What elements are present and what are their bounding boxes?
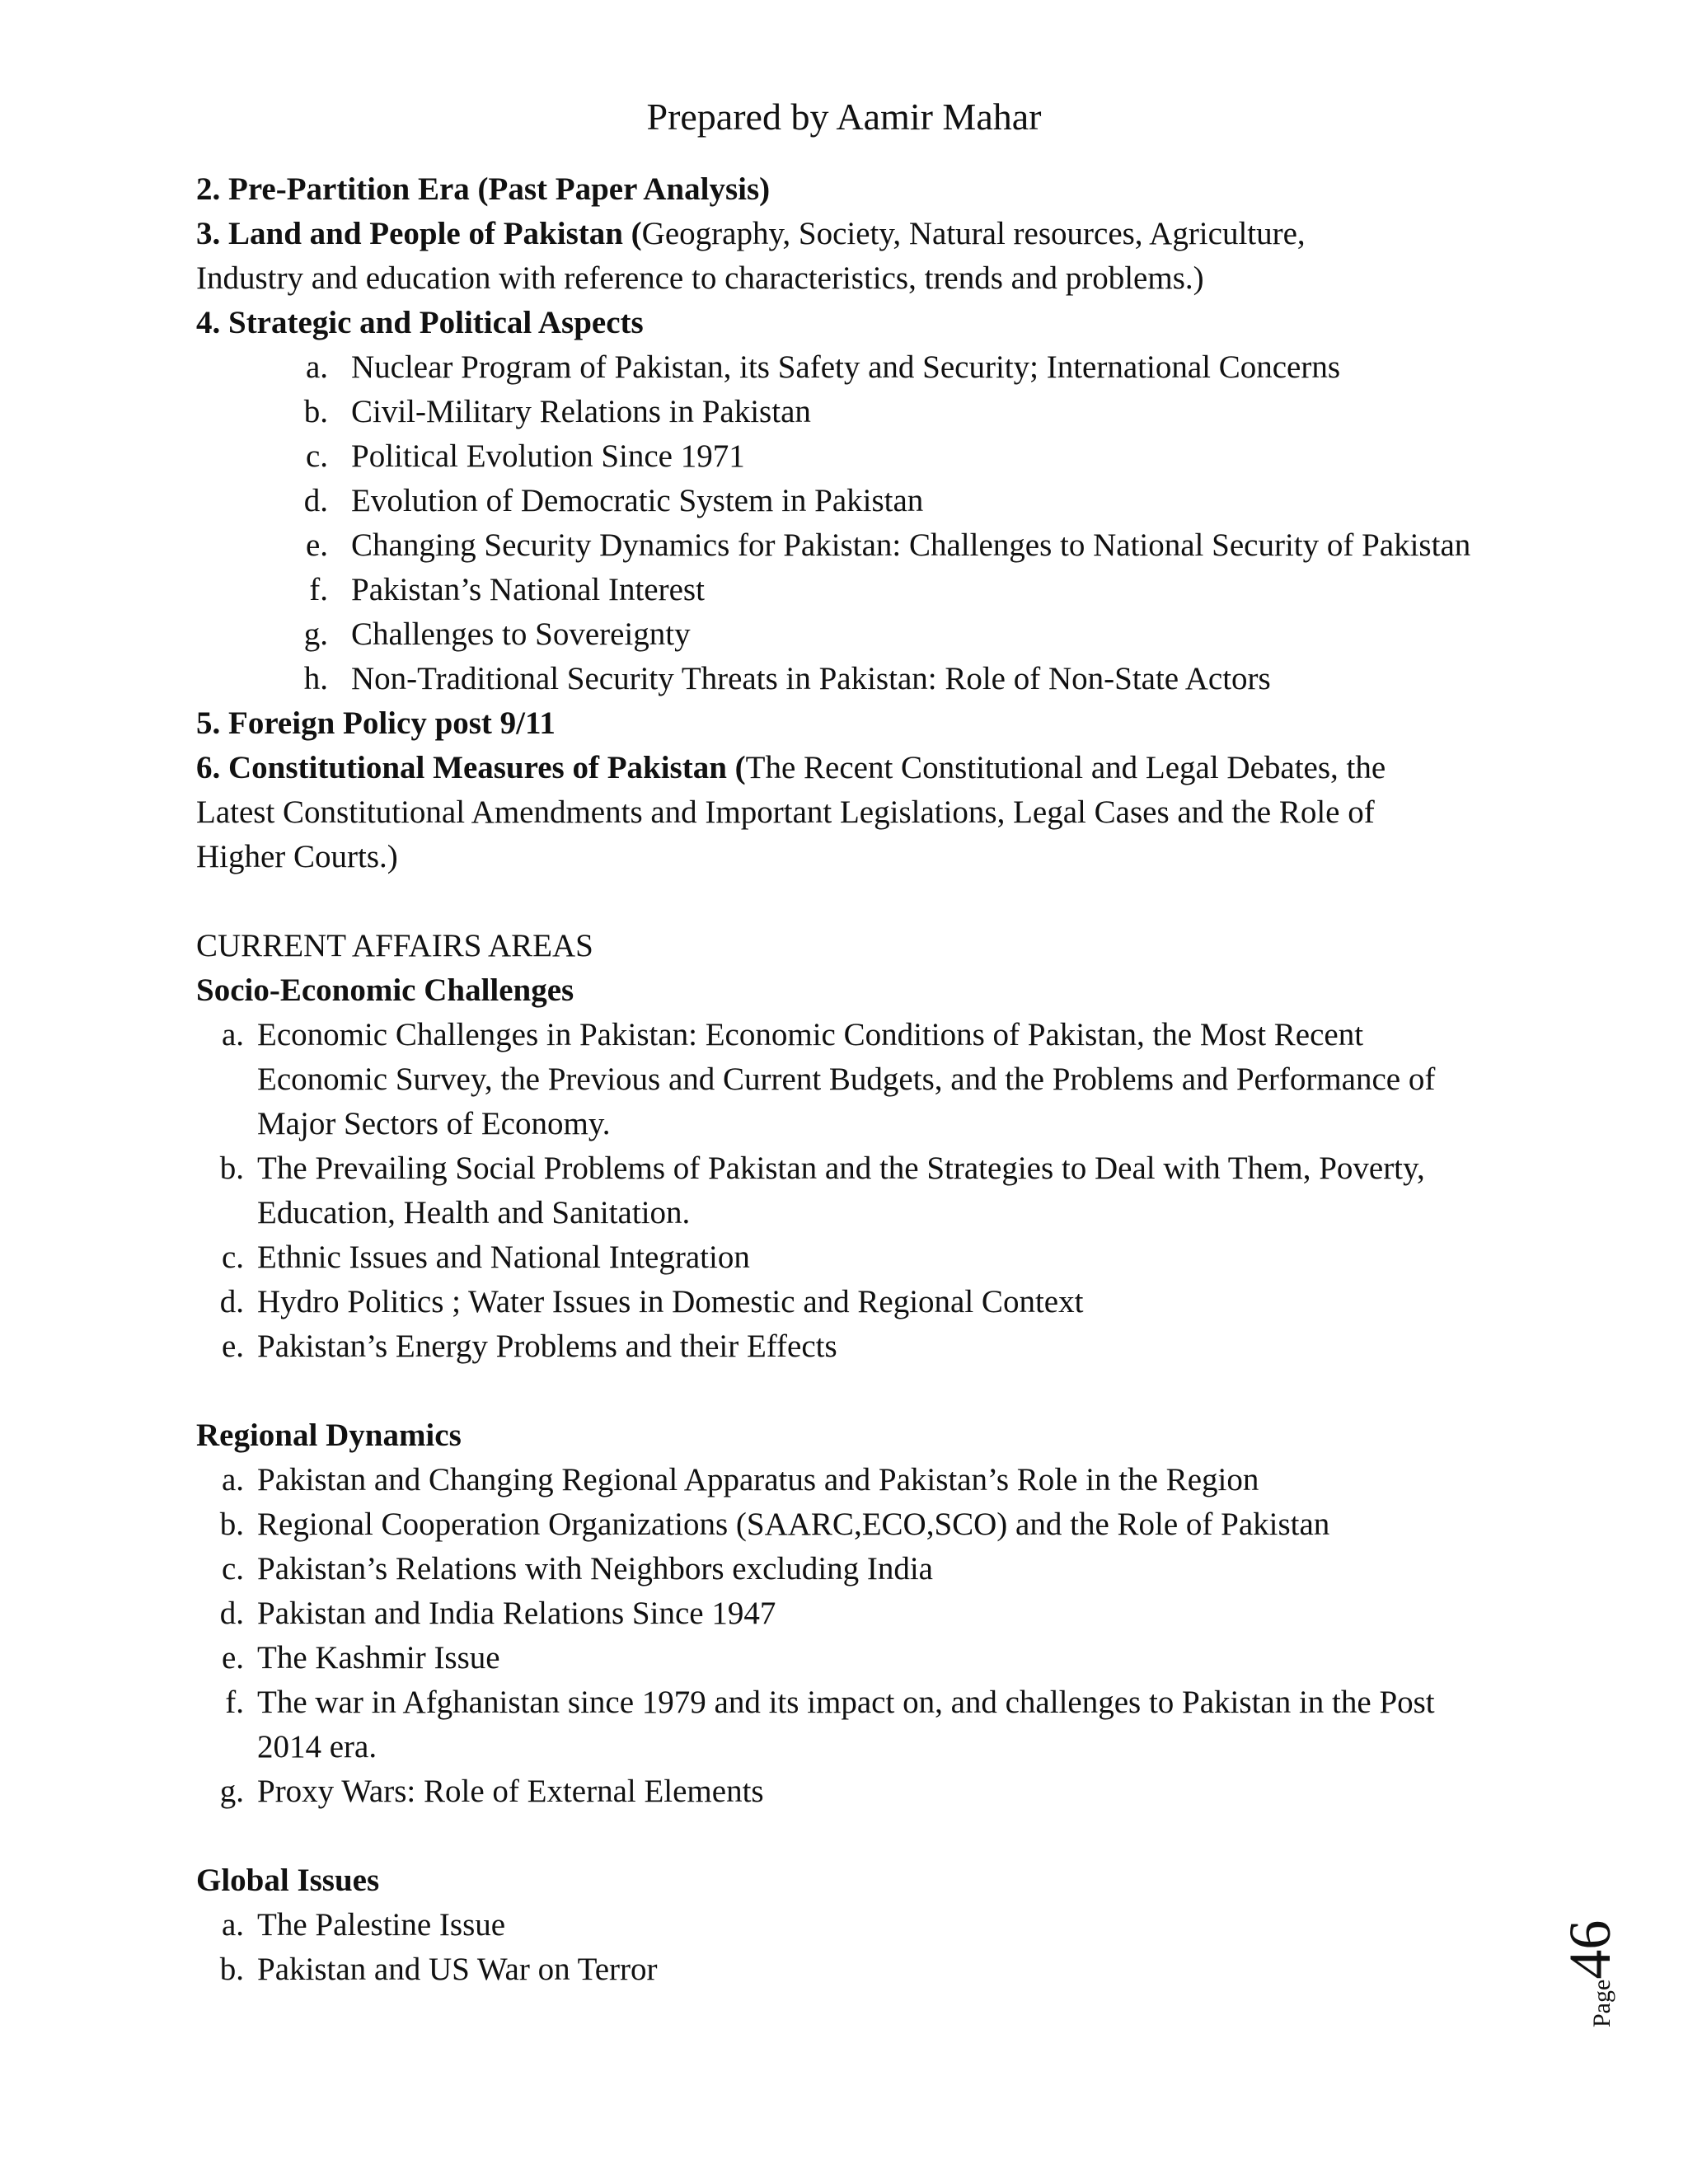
- list-item-text: Pakistan’s Relations with Neighbors excluding India: [257, 1551, 933, 1586]
- list-item: [196, 1146, 1482, 1235]
- global-issues-heading: Global Issues: [196, 1863, 380, 1898]
- list-marker: e.: [221, 1640, 244, 1675]
- list-item: [196, 1769, 1482, 1814]
- section-2-heading: 2. Pre-Partition Era (Past Paper Analysis): [196, 171, 771, 207]
- list-item-text: Pakistan and US War on Terror: [257, 1952, 658, 1987]
- list-marker: f.: [309, 572, 328, 607]
- list-item-text: Pakistan’s Energy Problems and their Effects: [257, 1329, 837, 1364]
- list-item: [196, 1458, 1482, 1502]
- section-3: [196, 212, 1482, 256]
- list-item: [196, 612, 1482, 657]
- section-5: [196, 701, 1482, 746]
- list-item-text: Evolution of Democratic System in Pakistan: [351, 483, 924, 518]
- list-marker: a.: [221, 1017, 244, 1052]
- section-3-heading: 3. Land and People of Pakistan (: [196, 216, 642, 251]
- list-marker: a.: [221, 1462, 244, 1497]
- list-marker: a.: [221, 1907, 244, 1943]
- list-item-text: Civil-Military Relations in Pakistan: [351, 394, 811, 429]
- list-item-text: Economic Challenges in Pakistan: Economic Conditions of Pakistan, the Most Recent Economic Survey, the Previous and Current Budgets, and the Problems and Performance of Major Sectors of Economy.: [257, 1017, 1436, 1141]
- list-item-text: The Prevailing Social Problems of Pakistan and the Strategies to Deal with Them, Poverty, Education, Health and Sanitation.: [257, 1151, 1425, 1230]
- list-item: [196, 345, 1482, 390]
- page-number-rotated: [1556, 1920, 1625, 2027]
- list-item: [196, 1903, 1482, 1947]
- list-item: [196, 1235, 1482, 1280]
- section-5-heading: 5. Foreign Policy post 9/11: [196, 705, 556, 741]
- regional-dynamics-list: [196, 1458, 1482, 1814]
- list-item-text: Changing Security Dynamics for Pakistan: Challenges to National Security of Pakistan: [351, 527, 1471, 563]
- list-marker: c.: [305, 438, 328, 474]
- list-item: [196, 1591, 1482, 1636]
- list-marker: g.: [303, 616, 328, 652]
- list-item: [196, 1547, 1482, 1591]
- list-marker: f.: [225, 1685, 244, 1720]
- list-item-text: The Kashmir Issue: [257, 1640, 500, 1675]
- list-item-text: Political Evolution Since 1971: [351, 438, 745, 474]
- list-item: [196, 568, 1482, 612]
- list-item-text: Pakistan and India Relations Since 1947: [257, 1596, 776, 1631]
- list-marker: e.: [221, 1329, 244, 1364]
- list-item-text: Nuclear Program of Pakistan, its Safety and Security; International Concerns: [351, 349, 1341, 385]
- list-marker: a.: [305, 349, 328, 385]
- list-marker: e.: [305, 527, 328, 563]
- header-title: Prepared by Aamir Mahar: [646, 96, 1042, 138]
- list-item: [196, 1013, 1482, 1146]
- list-item: [196, 1280, 1482, 1324]
- section-6-heading: 6. Constitutional Measures of Pakistan (: [196, 750, 746, 785]
- list-item: [196, 1680, 1482, 1769]
- list-item-text: Ethnic Issues and National Integration: [257, 1240, 750, 1275]
- section-4: [196, 301, 1482, 345]
- list-item: [196, 657, 1482, 701]
- current-affairs-heading: CURRENT AFFAIRS AREAS: [196, 928, 593, 963]
- list-item-text: Regional Cooperation Organizations (SAARC,ECO,SCO) and the Role of Pakistan: [257, 1507, 1330, 1542]
- list-marker: d.: [219, 1284, 244, 1319]
- list-marker: c.: [221, 1551, 244, 1586]
- page-number-value: 46: [1557, 1919, 1623, 1980]
- page-word: Page: [1588, 1979, 1615, 2027]
- page-content: [196, 167, 1482, 1992]
- section-4-heading: 4. Strategic and Political Aspects: [196, 305, 644, 340]
- list-marker: d.: [303, 483, 328, 518]
- section-6: [196, 746, 1482, 790]
- socio-economic-heading: Socio-Economic Challenges: [196, 972, 574, 1008]
- list-item-text: Hydro Politics ; Water Issues in Domestic and Regional Context: [257, 1284, 1084, 1319]
- page-number: [1556, 1920, 1647, 2027]
- list-marker: c.: [221, 1240, 244, 1275]
- section-4-list: [196, 345, 1482, 701]
- list-item-text: The Palestine Issue: [257, 1907, 506, 1943]
- list-item-text: Non-Traditional Security Threats in Pakistan: Role of Non-State Actors: [351, 661, 1271, 696]
- list-item-text: The war in Afghanistan since 1979 and its impact on, and challenges to Pakistan in the Post 2014 era.: [257, 1685, 1435, 1765]
- list-item: [196, 1636, 1482, 1680]
- spacer: [196, 879, 1482, 924]
- list-marker: b.: [303, 394, 328, 429]
- spacer: [196, 1369, 1482, 1413]
- list-item: [196, 1324, 1482, 1369]
- list-marker: g.: [219, 1774, 244, 1809]
- socio-economic-list: [196, 1013, 1482, 1369]
- list-item: [196, 479, 1482, 523]
- list-marker: b.: [219, 1151, 244, 1186]
- list-item-text: Pakistan and Changing Regional Apparatus and Pakistan’s Role in the Region: [257, 1462, 1259, 1497]
- regional-dynamics-heading: Regional Dynamics: [196, 1418, 462, 1453]
- list-item: [196, 390, 1482, 434]
- section-6-continued: Higher Courts.): [196, 839, 398, 874]
- list-item: [196, 1502, 1482, 1547]
- list-item: [196, 434, 1482, 479]
- list-item: [196, 523, 1482, 568]
- page-header: [0, 92, 1688, 142]
- list-marker: b.: [219, 1952, 244, 1987]
- list-marker: h.: [303, 661, 328, 696]
- list-marker: b.: [219, 1507, 244, 1542]
- spacer: [196, 1814, 1482, 1858]
- section-3-description: Geography, Society, Natural resources, Agriculture,: [641, 216, 1306, 251]
- list-item-text: Pakistan’s National Interest: [351, 572, 705, 607]
- section-3-continued: Industry and education with reference to characteristics, trends and problems.): [196, 260, 1204, 296]
- section-6-description: The Recent Constitutional and Legal Debates, the: [745, 750, 1386, 785]
- list-marker: d.: [219, 1596, 244, 1631]
- global-issues-list: [196, 1903, 1482, 1992]
- list-item: [196, 1947, 1482, 1992]
- section-6-continued: Latest Constitutional Amendments and Important Legislations, Legal Cases and the Role of: [196, 794, 1375, 830]
- list-item-text: Proxy Wars: Role of External Elements: [257, 1774, 764, 1809]
- section-2: [196, 167, 1482, 212]
- list-item-text: Challenges to Sovereignty: [351, 616, 691, 652]
